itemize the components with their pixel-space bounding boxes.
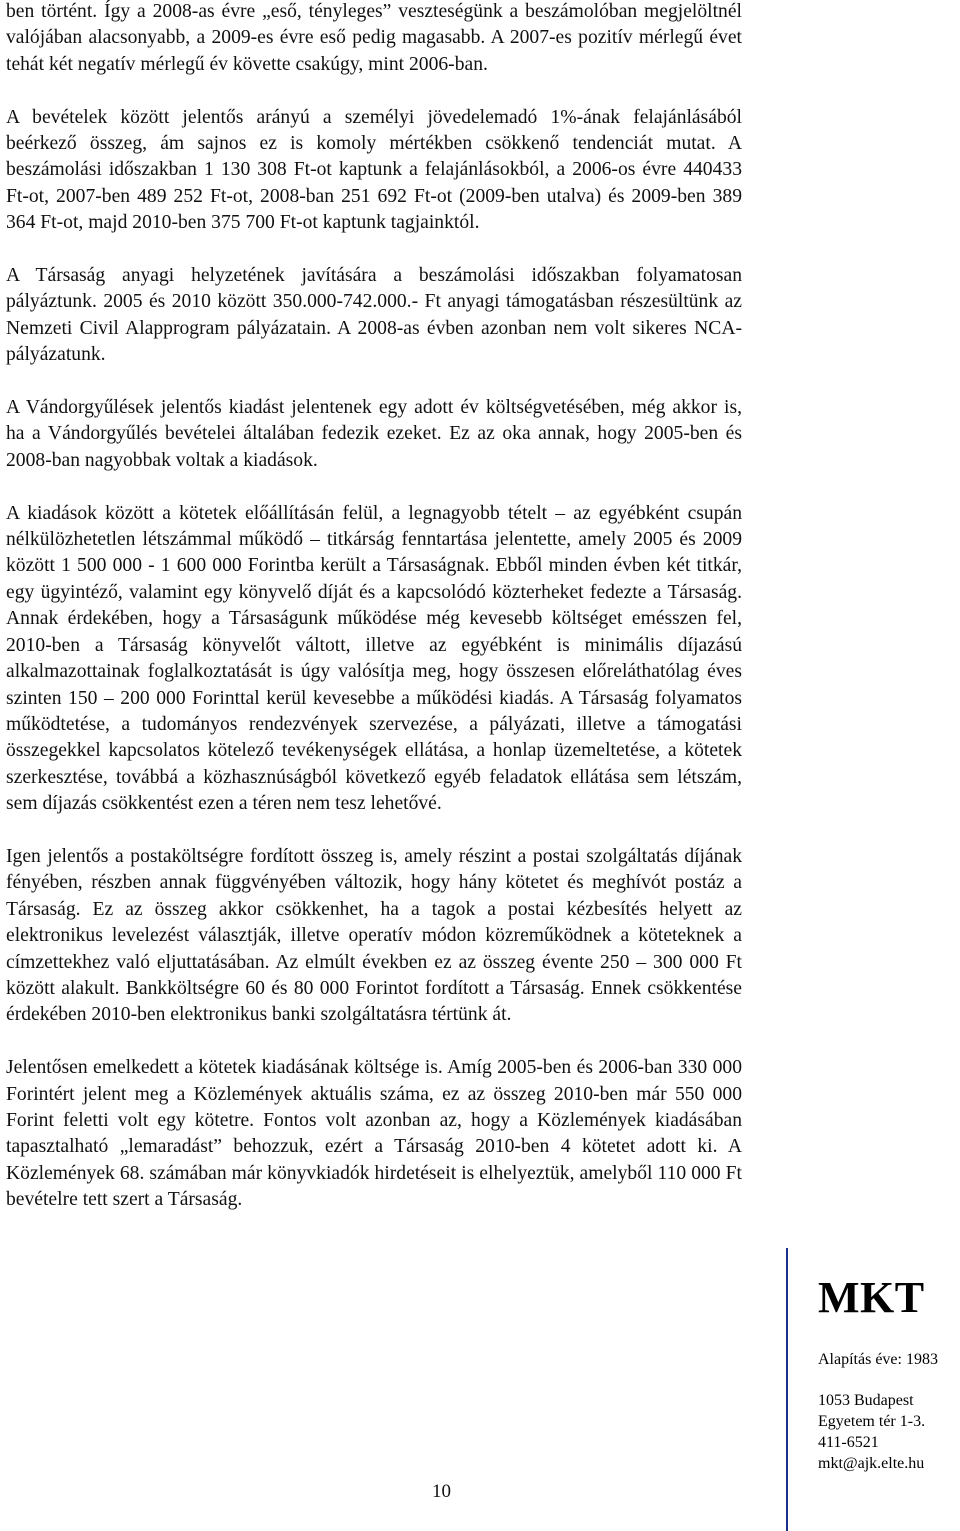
organization-sidebar <box>818 1262 960 1474</box>
email: mkt@ajk.elte.hu <box>818 1455 925 1472</box>
paragraph-congress-costs: A Vándorgyűlések jelentős kiadást jelentenek egy adott év költségvetésében, még akkor is, ha a Vándorgyűlés bevételei általában fedezik ezeket. Ez az oka annak, hogy 2005-ben és 2008-ban nagyobbak voltak a kiadások. <box>6 397 742 471</box>
paragraph-publication-costs: Jelentősen emelkedett a kötetek kiadásának költsége is. Amíg 2005-ben és 2006-ban 330 000 Forintért jelent meg a Közlemények aktuális száma, ez az összeg 2010-ben már 550 000 Forint feletti volt egy kötetre. Fontos volt azonban az, hogy a Közlemények kiadásában tapasztalható „lemaradást” behozzuk, ezért a Társaság 2010-ben 4 kötetet adott ki. A Közlemények 68. számában már könyvkiadók hirdetéseit is elhelyeztük, amelyből 110 000 Ft bevételre tett szert a Társaság. <box>6 1057 742 1211</box>
address-line1: 1053 Budapest <box>818 1392 914 1409</box>
paragraph-income-tax-offers: A bevételek között jelentős arányú a személyi jövedelemadó 1%-ának felajánlásából beérkező összeg, ám sajnos ez is komoly mértékben csökkenő tendenciát mutat. A beszámolási időszakban 1 130 308 Ft-ot kaptunk a felajánlásokból, a 2006-os évre 440433 Ft-ot, 2007-ben 489 252 Ft-ot, 2008-ban 251 692 Ft-ot (2009-ben utalva) és 2009-ben 389 364 Ft-ot, majd 2010-ben 375 700 Ft-ot kaptunk tagjainktól. <box>6 106 742 234</box>
paragraph-grants: A Társaság anyagi helyzetének javítására a beszámolási időszakban folyamatosan pályáztunk. 2005 és 2010 között 350.000-742.000.- Ft anyagi támogatásban részesültünk az Nemzeti Civil Alapprogram pályázatain. A 2008-as évben azonban nem volt sikeres NCA-pályázatunk. <box>6 265 742 366</box>
founded-year: Alapítás éve: 1983 <box>818 1351 938 1368</box>
paragraph-postage: Igen jelentős a postaköltségre fordított összeg is, amely részint a postai szolgáltatás díjának fényében, részben annak függvényében változik, hogy hány kötetet és meghívót postáz a Társaság. Ez az összeg akkor csökkenhet, ha a tagok a postai kézbesítés helyett az elektronikus levelezést választják, illetve operatív módon közreműködnek a köteteknek a címzettekhez való eljuttatásában. Az elmúlt években ez az összeg évente 250 – 300 000 Ft között alakult. Bankköltségre 60 és 80 000 Forintot fordított a Társaság. Ennek csökkentése érdekében 2010-ben elektronikus banki szolgáltatásra tértünk át. <box>6 845 742 1026</box>
contact-block <box>818 1390 960 1474</box>
document-body <box>6 0 742 1214</box>
sidebar-divider <box>786 1248 788 1531</box>
paragraph-expenses: A kiadások között a kötetek előállításán felül, a legnagyobb tételt – az egyébként csupán nélkülözhetetlen létszámmal működő – titkárság fenntartása jelentette, amely 2005 és 2009 között 1 500 000 - 1 600 000 Forintba került a Társaságnak. Ebből minden évben két titkár, egy ügyintéző, valamint egy könyvelő díját és a kapcsolódó közterheket fedezte a Társaság. Annak érdekében, hogy a Társaságunk működése még kevesebb költséget emésszen fel, 2010-ben a Társaság könyvelőt váltott, illetve az egyébként is minimális díjazású alkalmazottainak foglalkoztatását is úgy valósítja meg, hogy összesen előreláthatólag éves szinten 150 – 200 000 Forinttal kerül kevesebbe a működési kiadás. A Társaság folyamatos működtetése, a tudományos rendezvények szervezése, a pályázati, illetve a támogatási összegekkel kapcsolatos kötelező tevékenységek ellátása, a honlap üzemeltetése, a kötetek szerkesztése, továbbá a közhasznúságból következő egyéb feladatok ellátása sem létszám, sem díjazás csökkentést ezen a téren nem tesz lehetővé. <box>6 502 742 815</box>
mkt-logo: MKT <box>818 1273 925 1322</box>
phone: 411-6521 <box>818 1434 879 1451</box>
address-line2: Egyetem tér 1-3. <box>818 1413 926 1430</box>
page-number: 10 <box>432 1481 451 1502</box>
paragraph-deficit: ben történt. Így a 2008-as évre „eső, tényleges” veszteségünk a beszámolóban megjelöltnél valójában alacsonyabb, a 2009-es évre eső pedig magasabb. A 2007-es pozitív mérlegű évet tehát két negatív mérlegű év követte csakúgy, mint 2006-ban. <box>6 1 742 75</box>
